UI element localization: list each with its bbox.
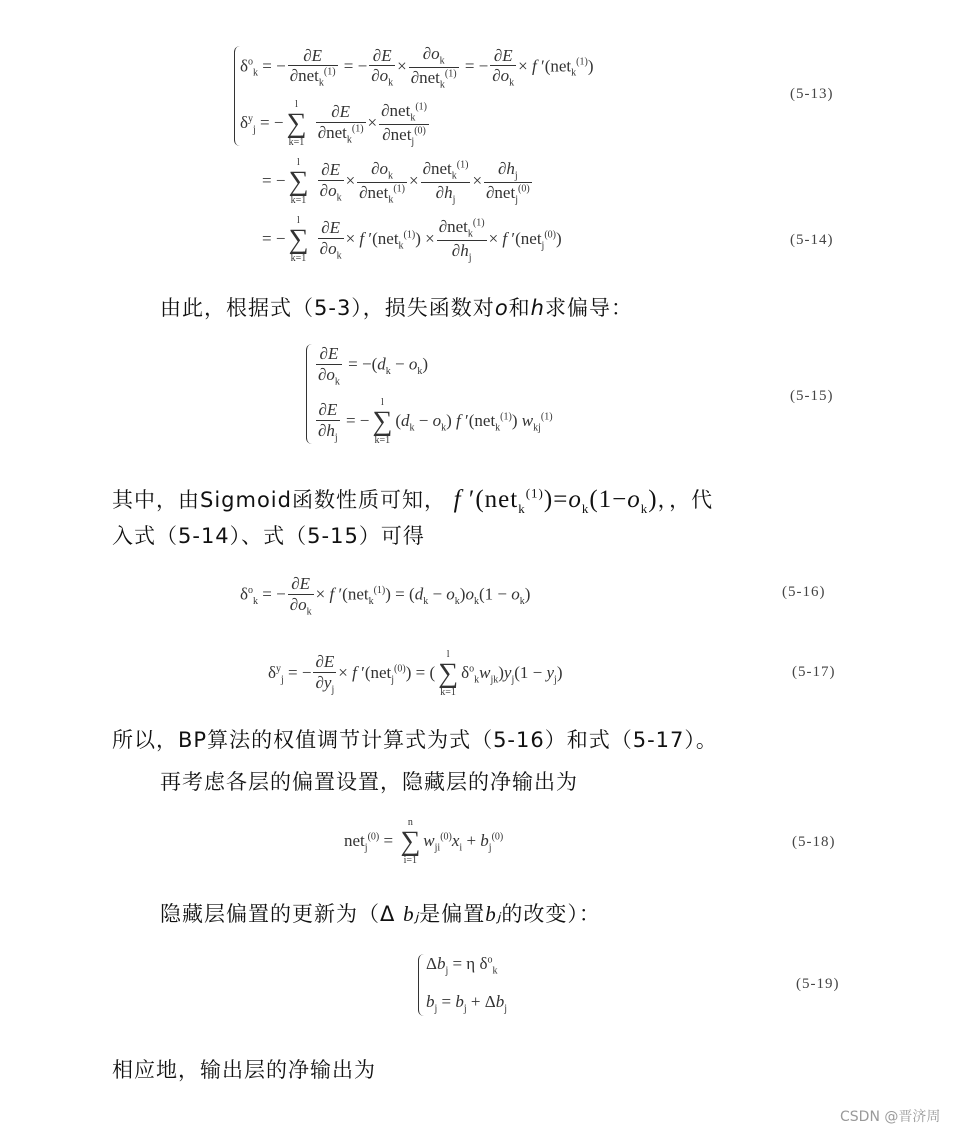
equation-5-14-line3: = − l ∑ k=1 $\frac{\partial E}{\partial o_k}$ × f ′(net$_k^{(1)}$) × $\frac{\partial net_k^{(1)}}{\partial h_j}$ × f ′(net$_j^{(0)}$) — [262, 215, 562, 264]
p1-before: 由此，根据式（5-3），损失函数对 — [160, 296, 495, 320]
p1-o: o — [494, 296, 509, 320]
equation-number-5-18: (5-18) — [792, 834, 836, 850]
p1-mid: 和 — [508, 296, 531, 320]
equation-5-16: $\delta^o_k$ = − $\frac{\partial E}{\partial o_k}$ × f $'(net_k^{(1)}) = (d_k - o_k)o_k(1 - o_k)$ — [240, 574, 531, 617]
p5-mid: 是偏置 — [419, 902, 486, 926]
paragraph-sigmoid-line2: 入式（5-14）、式（5-15）可得 — [112, 524, 425, 548]
equation-5-14-line2: = − l ∑ k=1 $\frac{\partial E}{\partial o_k}$ × $\frac{\partial o_k}{\partial net_k^{(1)}}$ × $\frac{\partial net_k^{(1)}}{\partial h_j}$ × $\frac{\partial h_j}{\partial net_j^{(0)}}$ — [262, 157, 530, 206]
p5-b2: bⱼ — [485, 902, 502, 926]
p1-h: h — [530, 296, 545, 320]
equation-5-15-line2: $\frac{\partial E}{\partial h_j}$ = − l ∑ k=1 $(d_k - o_k)$ f ′(net$_k^{(1)}$) $w_{kj}^{(1)}$ — [318, 397, 553, 446]
paragraph-output-net: 相应地，输出层的净输出为 — [112, 1058, 376, 1082]
p5-b1: bⱼ — [403, 902, 420, 926]
equation-5-17: $\delta^y_j$ = − $\frac{\partial E}{\partial y_j}$ × f ′(net$_j^{(0)}$) = ( l ∑ k=1 $\delta^o_kw_{jk})y_j(1 - y_j)$ — [268, 649, 563, 698]
equation-5-19-line1: $\Delta b_j = \eta$ $\delta^o_k$ — [426, 954, 498, 977]
p2-before: 其中，由Sigmoid函数性质可知， — [112, 488, 446, 512]
sum-upper-n: n — [407, 817, 413, 828]
equation-number-5-16: (5-16) — [782, 584, 826, 600]
p2-sigmoid-formula: f $'(net_k^{(1)})=o_k(1-o_k)$ — [453, 485, 658, 516]
equation-5-15-line1: $\frac{\partial E}{\partial o_k}$ = $-(d_k - o_k)$ — [318, 344, 429, 387]
equation-number-5-14: (5-14) — [790, 232, 834, 248]
paragraph-partial-derivatives — [160, 292, 633, 322]
p1-after: 求偏导： — [544, 296, 633, 320]
sum-lower-i: i=1 — [403, 855, 418, 866]
equation-number-5-15: (5-15) — [790, 388, 834, 404]
paragraph-sigmoid — [112, 484, 713, 517]
equation-number-5-13: (5-13) — [790, 86, 834, 102]
p5-before: 隐藏层偏置的更新为（Δ — [160, 902, 396, 926]
equation-5-18: net$_j^{(0)}$ = n ∑ i=1 $w_{ji}^{(0)}x_i + b_j^{(0)}$ — [344, 817, 504, 866]
sum-lower: k=1 — [288, 137, 305, 148]
sum-upper: l — [295, 99, 298, 110]
paragraph-bias-update — [160, 898, 601, 928]
equation-5-19-line2: $b_j = b_j + \Delta b_j$ — [426, 992, 507, 1015]
equation-5-13: $\delta^o_k$ = − $\frac{\partial E}{\partial net_k^{(1)}}$ = − $\frac{\partial E}{\partial o_k}$ × $\frac{\partial o_k}{\partial net_k^{(1)}}$ = − $\frac{\partial E}{\partial o_k}$ × f ′(net$_k^{(1)}$) — [240, 44, 594, 91]
paragraph-weight-update: 所以，BP算法的权值调节计算式为式（5-16）和式（5-17）。 — [112, 728, 718, 752]
equation-5-14-line1: $\delta^y_j$ = − l ∑ k=1 $\frac{\partial E}{\partial net_k^{(1)}}$ × $\frac{\partial net_k^{(1)}}{\partial net_j^{(0)}}$ — [240, 99, 427, 148]
equation-number-5-19: (5-19) — [796, 976, 840, 992]
p2-after: ，，代 — [657, 488, 714, 512]
paragraph-hidden-bias: 再考虑各层的偏置设置，隐藏层的净输出为 — [160, 770, 578, 794]
equation-number-5-17: (5-17) — [792, 664, 836, 680]
p5-after: 的改变）： — [501, 902, 601, 926]
csdn-watermark: CSDN @晋济周 — [840, 1109, 941, 1125]
